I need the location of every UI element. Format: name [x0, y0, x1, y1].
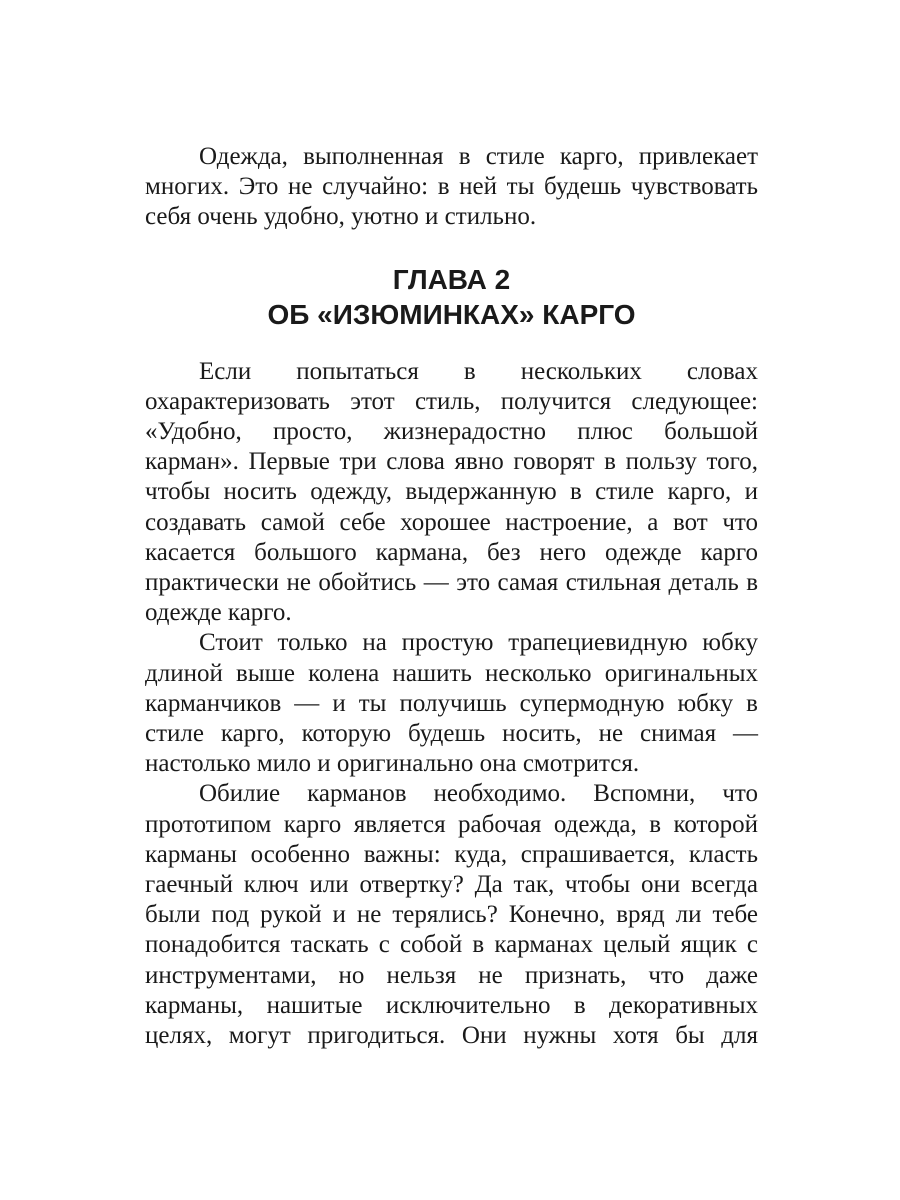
body-paragraph-1: Если попытаться в нескольких словах охарактеризовать этот стиль, получится следующее: «Удобно, просто, жизнерадостно плюс большой карман». Первые три слова явно говорят в пользу того, чтобы носить одежду, выдержанную в стиле карго, и создавать самой себе хорошее настроение, а вот что касается большого кармана, без него одежде карго практически не обойтись — это самая стильная деталь в одежде карго.: [145, 357, 758, 627]
chapter-title: ОБ «ИЗЮМИНКАХ» КАРГО: [267, 298, 636, 330]
intro-paragraph: Одежда, выполненная в стиле карго, привлекает многих. Это не случайно: в ней ты будешь чувствовать себя очень удобно, уютно и стильно.: [145, 143, 758, 231]
body-paragraph-3: Обилие карманов необходимо. Вспомни, что прототипом карго является рабочая одежда, в которой карманы особенно важны: куда, спрашивается, класть гаечный ключ или отвертку? Да так, чтобы они всегда были под рукой и не терялись? Конечно, вряд ли тебе понадобится таскать с собой в карманах целый ящик с инструментами, но нельзя не признать, что даже карманы, нашитые исключительно в декоративных целях, могут пригодиться. Они нужны хотя бы для: [145, 780, 758, 1050]
chapter-number: ГЛАВА 2: [392, 263, 511, 295]
body-paragraph-2: Стоит только на простую трапециевидную юбку длиной выше колена нашить несколько оригинальных карманчиков — и ты получишь супермодную юбку в стиле карго, которую будешь носить, не снимая — настолько мило и оригинально она смотрится.: [145, 629, 758, 778]
chapter-heading: [145, 262, 758, 332]
book-page: [145, 142, 758, 1051]
